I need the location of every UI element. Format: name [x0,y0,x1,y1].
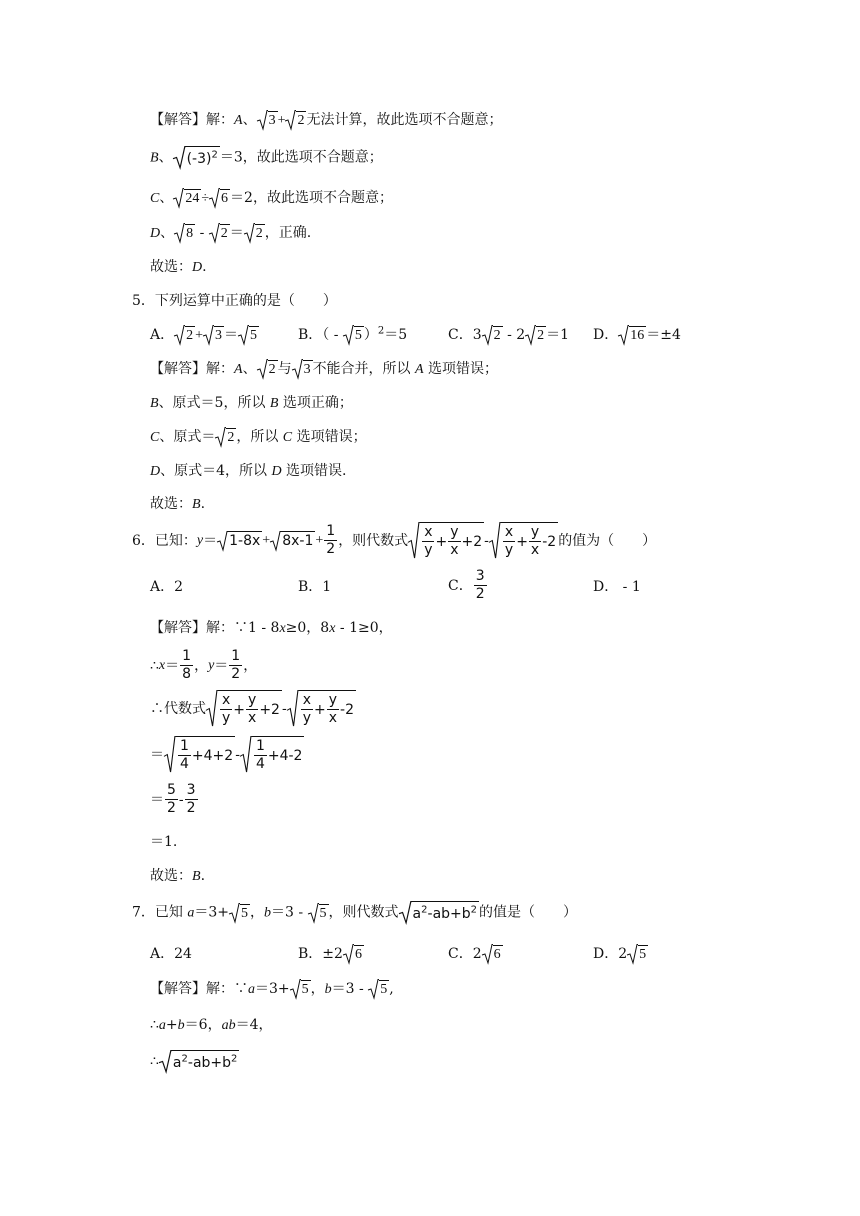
q7-option-a: A．24 [150,946,192,962]
sqrt-expr-minus: $\frac{x}{y}$ + $\frac{y}{x}$ -2 [489,522,558,559]
denominator: x [450,542,459,558]
radicand: -ab+b [427,906,471,922]
fraction-3-2 [185,782,198,817]
numerator: 1 [182,648,192,664]
numerator: 1 [255,738,265,754]
var-y: y [196,532,204,548]
text: +4+2 [191,747,234,764]
denominator: 2 [326,541,336,557]
radicand: 5 [354,328,362,343]
option-label: B．±2 [298,946,343,962]
sqrt-24 [173,188,201,208]
numerator: 1 [326,523,336,539]
q5-choose-line [150,494,205,515]
var-y: y [208,657,215,673]
letter: D [150,226,161,241]
denominator: 8 [182,666,192,682]
sqrt-6 [343,944,364,964]
radicand: 2 [227,430,235,445]
text: 、原式＝5，所以 [158,395,270,411]
radicand: 2 [220,226,228,241]
letter: C [150,430,160,445]
equals: ＝ [150,746,164,763]
minus: - [178,791,184,808]
sqrt-5 [290,979,311,999]
sep: 、 [160,225,175,241]
text: ＝3 - [271,904,308,921]
fraction-1-2 [229,648,242,683]
sqrt-expr-minus: $\frac{x}{y}$ + $\frac{y}{x}$ -2 [287,690,356,727]
answer-label: 【解答】解：∵ [150,981,248,997]
text: ＝3+ [255,981,290,997]
denominator: 4 [255,756,265,772]
q5-answer-line-b [150,393,353,414]
prev-choose-line [150,257,207,278]
radicand: 2 [255,226,263,241]
equals: ＝ [150,791,164,808]
q5-stem: 5．下列运算中正确的是（ ） [132,293,337,309]
sqrt-8 [174,223,195,243]
radicand: 2 [186,328,194,343]
plus: + [195,328,204,343]
radicand: 5 [380,982,388,997]
sqrt-6 [482,944,503,964]
numerator: 3 [186,782,196,798]
sqrt-neg3-sq [173,146,220,169]
option-label: C．2 [448,946,482,962]
letter: B [269,396,279,411]
letter: D [150,464,161,479]
text: ＝3，故此选项不合题意； [219,149,383,166]
fraction-1-2 [324,523,337,558]
radicand: 3 [268,113,276,128]
numerator: y [328,692,338,708]
denominator: y [222,710,231,726]
sqrt-2 [244,223,265,243]
sqrt-2 [257,359,278,379]
denominator: 2 [475,586,485,602]
plus: + [315,532,324,548]
q7-option-c [448,944,503,964]
text: - 1≥0， [335,620,393,636]
exponent: 2 [377,325,385,337]
equals: ＝5 [384,327,408,343]
sqrt-5 [627,944,648,964]
letter: C [282,430,293,445]
denominator: y [504,542,514,558]
numerator: y [530,524,540,540]
option-label: A． [150,327,175,343]
denominator: x [328,710,338,726]
denominator: 4 [180,756,189,772]
divide: ÷ [201,191,210,206]
var-b: b [177,1018,185,1033]
var-x: x [329,621,336,636]
plus: + [165,1017,178,1033]
therefore: ∴ [150,1053,159,1070]
denominator: 2 [231,666,241,682]
numerator: 1 [231,648,241,664]
letter: B [150,150,159,166]
text: ，正确. [264,225,312,241]
q7-answer-line-1 [150,979,394,1000]
q5-option-c [448,325,569,345]
text: 选项错误； [292,429,367,445]
text: 的值是（ ） [479,904,578,921]
q5-answer-line-a [150,359,498,380]
letter: A [234,113,243,128]
radicand: -ab+b [187,1055,232,1071]
comma: , [389,981,394,997]
text: ∴代数式 [150,700,206,717]
sqrt-2 [525,325,546,345]
exponent: 2 [211,149,218,161]
radicand: 5 [319,905,327,921]
period: . [202,259,207,275]
var-ab: ab [221,1018,236,1033]
therefore: ∴ [150,1017,159,1033]
therefore: ∴ [150,657,159,674]
plus: + [277,113,286,128]
letter: A [415,362,424,377]
plus-two: +2 [461,533,483,550]
equals: ＝ [203,532,218,549]
option-label: D．2 [593,946,628,962]
sqrt-3 [292,359,313,379]
equals: ＝ [224,327,239,343]
equals: ＝ [229,225,244,241]
letter: B [150,396,159,411]
text: ＝2，故此选项不合题意； [230,190,393,206]
numerator: x [504,524,514,540]
prev-answer-line-b [150,146,383,169]
denominator: y [424,542,433,558]
numerator: x [424,524,433,540]
radicand: 3 [303,362,311,377]
numerator: 3 [475,568,485,584]
radicand: 5 [241,905,248,921]
denominator: x [530,542,540,558]
numerator: 5 [167,782,176,798]
text: 选项错误； [423,361,499,377]
comma: ， [243,657,258,674]
choose-answer: B [192,497,201,512]
q7-answer-line-3 [150,1050,239,1073]
q6-answer-line-2 [150,648,257,683]
text: 、原式＝ [159,429,216,445]
q6-answer-line-4 [150,736,304,773]
sqrt-16 [618,325,646,345]
q7-option-d [593,944,648,964]
radicand: 8 [186,226,194,241]
minus: - [281,700,287,717]
with: 与 [277,361,292,377]
q7-stem [132,901,577,924]
option-label: D． [593,327,619,343]
radicand: 16 [630,328,645,343]
radicand: 2 [493,328,501,343]
exponent: 2 [181,1053,188,1065]
period: . [200,868,206,884]
radicand: 5 [250,328,258,343]
sqrt-a2-ab-b2 [159,1050,239,1073]
sep: 、 [242,361,257,377]
choose-label: 故选： [150,868,192,884]
sqrt-5 [308,903,329,923]
choose-answer: D [192,260,203,275]
sqrt-quarter-minus [240,736,305,773]
prev-answer-line-c [150,188,393,209]
text: ，则代数式 [338,532,409,549]
q6-option-a: A．2 [150,579,184,595]
exponent: 2 [421,904,428,916]
choose-answer: B [192,869,201,884]
sqrt-quarter-plus [164,736,235,773]
q6-answer-line-3 [150,690,356,727]
plus-two: +2 [259,701,280,718]
radicand: 6 [493,947,501,962]
radicand: a [412,906,422,922]
numerator: x [302,692,311,708]
fraction-3-2 [474,568,487,603]
text: 选项错误. [281,463,347,479]
sqrt-5 [368,979,389,999]
exponent: 2 [470,904,478,916]
equals: ＝ [214,657,229,674]
text: ＝4， [235,1017,273,1033]
q6-option-d: D． - 1 [593,579,641,595]
letter: A [234,362,243,377]
text: +4-2 [267,747,303,764]
q5-option-d [593,325,681,345]
text: ，所以 [236,429,283,445]
radicand: 2 [537,328,545,343]
sqrt-6 [209,188,230,208]
text: ，则代数式 [328,904,399,921]
radicand: 2 [297,113,305,128]
q6-option-c [448,568,488,603]
denominator: x [248,710,257,726]
minus: - 2 [502,327,526,343]
equals: ＝±4 [646,327,681,343]
comma: ， [194,657,209,674]
var-x: x [279,621,286,636]
text: 无法计算，故此选项不合题意； [306,112,503,128]
sqrt-2 [215,427,236,447]
sqrt-expr-plus: $\frac{x}{y}$ + $\frac{y}{x}$ +2 [408,522,484,559]
radicand: 8x-1 [282,532,314,549]
minus: - [235,746,240,763]
sqrt-2 [285,110,306,130]
radicand: 5 [639,947,647,962]
var-a: a [187,905,195,921]
q5-option-a [150,325,259,346]
comma: ， [250,904,264,921]
paren: ） [363,327,378,343]
text: 、原式＝4，所以 [160,463,272,479]
radicand: 3 [215,328,223,343]
choose-label: 故选： [150,496,192,512]
exponent: 2 [231,1053,238,1065]
prev-answer-line-d [150,223,311,244]
q6-stem [132,522,656,559]
question-number: 6．已知： [132,532,197,549]
denominator: 2 [167,800,176,816]
fraction-5-2 [165,782,178,817]
text: ＝3+ [194,904,229,921]
sqrt-2 [174,325,195,345]
text: ≥0，8 [285,620,330,636]
sep: 、 [158,149,173,166]
radicand: a [172,1055,182,1071]
numerator: y [450,524,459,540]
denominator: y [302,710,311,726]
period: . [200,496,206,512]
option-label: C． [448,577,473,594]
minus: - [484,532,489,549]
prev-answer-line-a [150,110,502,131]
q7-option-b [298,944,364,964]
var-b: b [324,982,332,997]
text: 的值为（ ） [558,532,657,549]
var-x: x [158,657,166,673]
var-a: a [158,1018,166,1033]
radicand: 2 [268,362,276,377]
sqrt-2 [482,325,503,345]
radicand: 5 [301,982,309,997]
minus-two: -2 [542,533,557,550]
sqrt-2 [209,223,230,243]
fraction-1-8 [180,648,193,683]
letter: D [271,464,282,479]
text: 不能合并，所以 [312,361,416,377]
text: ＝3 - [331,981,369,997]
letter: C [150,191,160,206]
sqrt-5 [238,325,259,345]
q6-option-b: B．1 [298,579,332,595]
minus: - [195,225,209,241]
equals: ＝1 [546,327,570,343]
sqrt-3 [203,325,224,345]
equals: ＝ [165,657,180,674]
q6-answer-line-6: ＝1. [150,834,178,850]
option-label: C．3 [448,327,482,343]
answer-label: 【解答】解：∵1 - 8 [150,620,280,636]
var-a: a [248,982,255,997]
numerator: 1 [180,738,189,754]
option-label: B．（ - [298,327,343,343]
q5-answer-line-c [150,427,367,448]
question-number: 7．已知 [132,904,188,921]
radicand: 1-8x [229,532,261,549]
numerator: x [222,692,231,708]
numerator: y [248,692,257,708]
minus-two: -2 [340,701,354,718]
radicand: 24 [185,191,200,206]
answer-label: 【解答】解： [150,112,234,128]
q5-option-b [298,325,407,345]
q6-answer-line-1 [150,618,393,639]
sep: 、 [159,190,174,206]
q7-answer-line-2 [150,1015,273,1036]
text: ＝6， [184,1017,222,1033]
choose-label: 故选： [150,259,192,275]
sqrt-8x-1 [270,531,315,551]
q6-answer-line-5 [150,782,199,817]
denominator: 2 [186,800,196,816]
sqrt-3 [257,110,278,130]
sqrt-expr-plus: $\frac{x}{y}$ + $\frac{y}{x}$ +2 [206,690,282,727]
text: 选项正确； [278,395,353,411]
var-b: b [264,905,271,921]
plus: + [262,532,271,548]
radicand: 6 [221,191,229,206]
sqrt-1-8x [217,531,262,551]
radicand: 6 [354,947,362,962]
sqrt-a2-ab-b2 [399,901,479,924]
radicand: (-3) [186,151,212,167]
sep: 、 [242,112,257,128]
sqrt-5 [229,903,250,923]
q5-answer-line-d [150,461,347,482]
comma: ， [310,981,325,997]
q6-choose-line [150,866,205,887]
answer-label: 【解答】解： [150,361,234,377]
sqrt-5 [343,325,364,345]
